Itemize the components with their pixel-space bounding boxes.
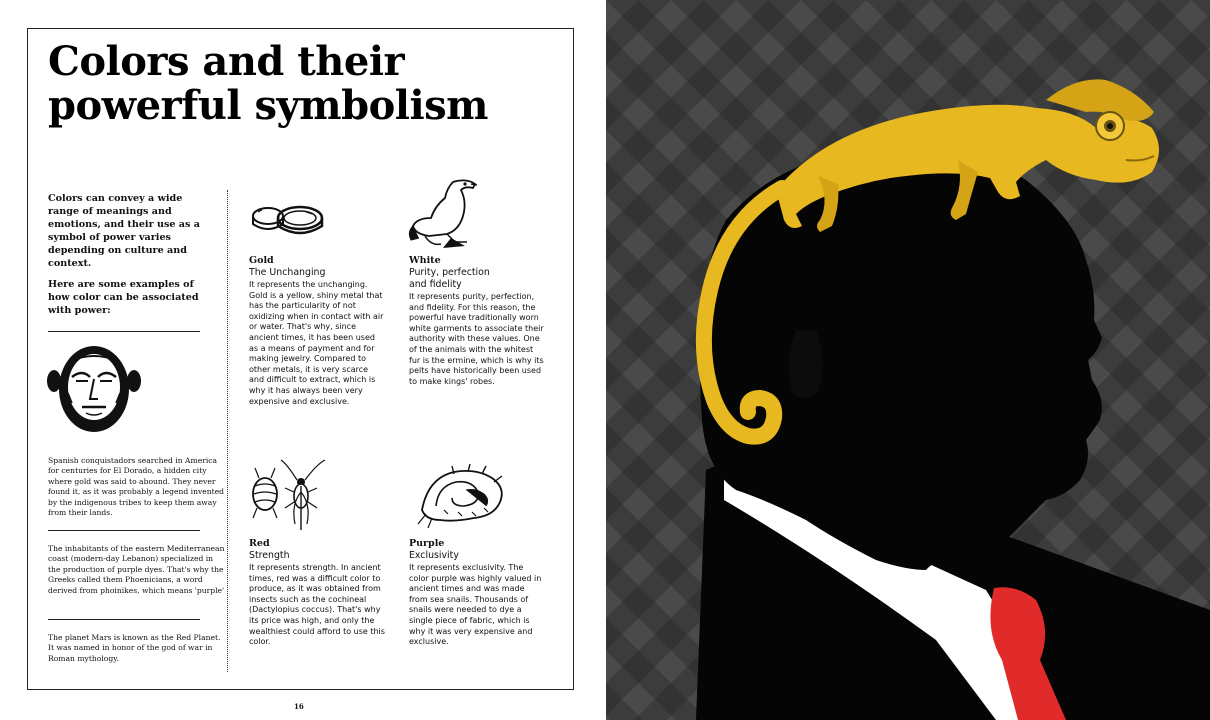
- entry-purple: [409, 538, 545, 648]
- entry-gold-color: Gold: [249, 255, 274, 266]
- divider: [48, 331, 200, 332]
- intro-text: [48, 192, 208, 325]
- page-title-line1: Colors and their: [48, 38, 405, 85]
- intro-paragraph-1: Colors can convey a wide range of meanings and emotions, and their use as a symbol of power varies depending on culture and context.: [48, 193, 200, 269]
- intro-paragraph-2: Here are some examples of how color can be associated with power:: [48, 279, 199, 316]
- note-el-dorado: Spanish conquistadors searched in America for centuries for El Dorado, a hidden city where gold was said to abound. They never found it, as it was probably a legend invented by the indigenous tribes to keep them away from their lands.: [48, 456, 225, 518]
- sea-snail-illustration: [414, 460, 510, 530]
- entry-white-body: It represents purity, perfection, and fidelity. For this reason, the powerful have traditionally worn white garments to associate their authority with these values. One of the animals with the whitest fur is the ermine, which is why its pelts have historically been used to make kings' robes.: [409, 292, 544, 386]
- divider: [48, 619, 200, 620]
- chameleon-portrait-illustration: [606, 0, 1210, 720]
- right-page-illustration: [606, 0, 1210, 720]
- entry-red-meaning: Strength: [249, 550, 290, 561]
- divider: [48, 530, 200, 531]
- entry-white-meaning-line1: Purity, perfection: [409, 267, 490, 278]
- gold-rings-illustration: [248, 198, 328, 242]
- entry-white: [409, 255, 545, 387]
- gold-mask-illustration: [46, 343, 156, 443]
- entry-red-body: It represents strength. In ancient times, red was a difficult color to produce, as it was obtained from insects such as the cochineal (Dactylopius coccus). That's why its price was high, and only the wealthiest could afford to use this color.: [249, 563, 385, 647]
- entry-white-meaning-line2: and fidelity: [409, 279, 462, 290]
- entry-purple-body: It represents exclusivity. The color purple was highly valued in ancient times and was made from sea snails. Thousands of snails were needed to dye a single piece of fabric, which is why it was very expensive and exclusive.: [409, 563, 542, 647]
- note-mars: The planet Mars is known as the Red Planet. It was named in honor of the god of war in Roman mythology.: [48, 633, 221, 663]
- note-phoenicians: The inhabitants of the eastern Mediterranean coast (modern-day Lebanon) specialized in the production of purple dyes. That's why the Greeks called them Phoenicians, a word derived from phoinikes, which means 'purple': [48, 544, 225, 595]
- page-title: [48, 40, 488, 128]
- page-number: 16: [294, 702, 304, 711]
- entry-white-color: White: [409, 255, 441, 266]
- entry-gold: [249, 255, 385, 407]
- entry-gold-meaning: The Unchanging: [249, 267, 326, 278]
- entry-gold-body: It represents the unchanging. Gold is a yellow, shiny metal that has the particularity of not oxidizing when in contact with air or water. That's why, since ancient times, it has been used as a means of payment and for making jewelry. Compared to other metals, it is very scarce and difficult to extract, which is why it has always been very expensive and exclusive.: [249, 280, 384, 406]
- entry-purple-color: Purple: [409, 538, 445, 549]
- entry-red-color: Red: [249, 538, 270, 549]
- ermine-illustration: [405, 172, 495, 252]
- page-title-line2: powerful symbolism: [48, 82, 488, 129]
- entry-red: [249, 538, 385, 648]
- entry-purple-meaning: Exclusivity: [409, 550, 459, 561]
- cochineal-illustration: [247, 452, 337, 536]
- column-divider: [227, 190, 228, 672]
